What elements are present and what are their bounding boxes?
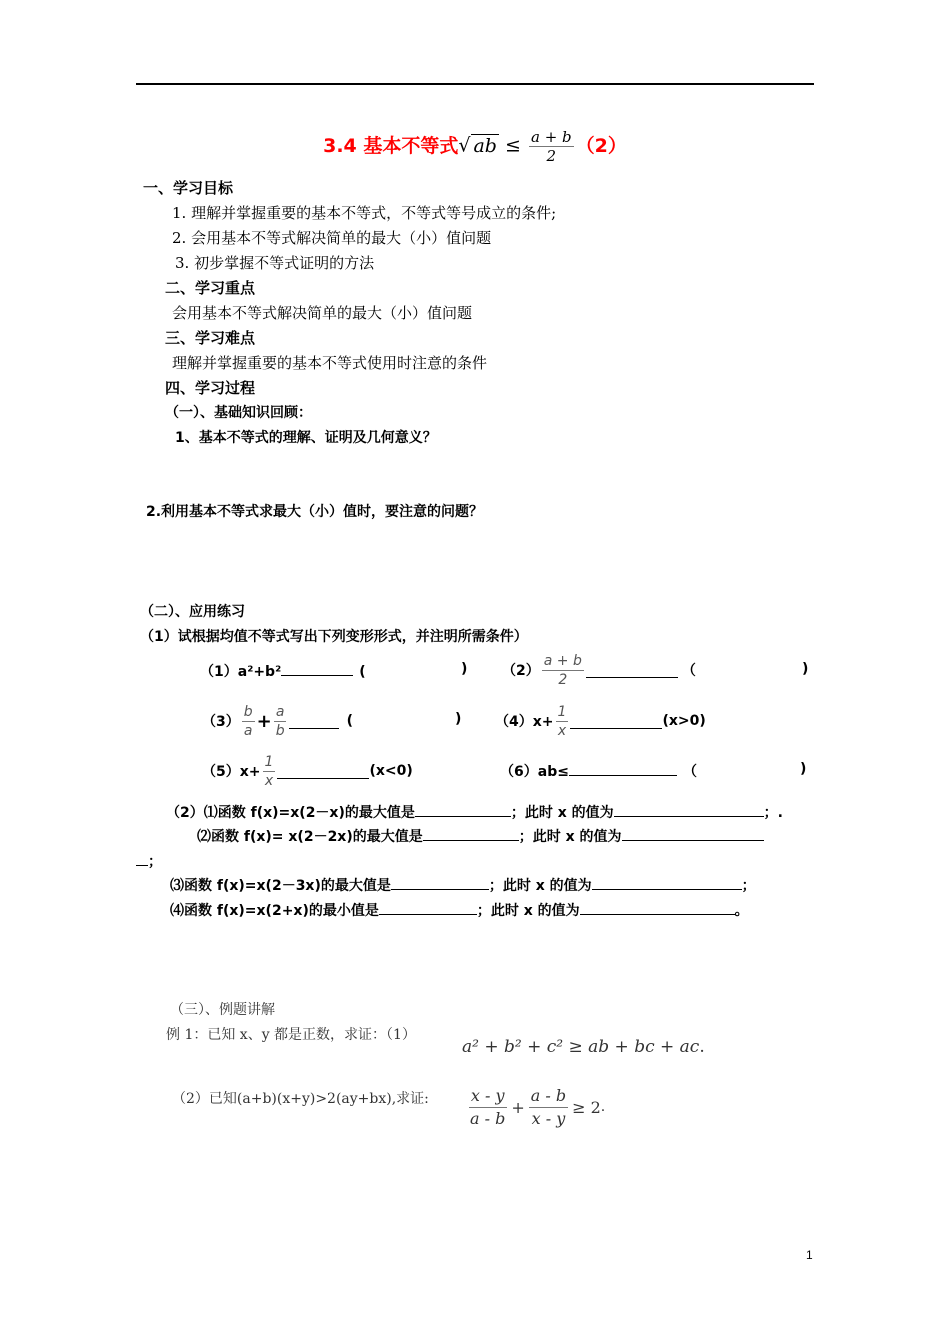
- fq4-text: ⑷函数 f(x)=x(2+x)的最小值是: [170, 903, 379, 919]
- exercise-3-f2-num: a: [275, 703, 285, 720]
- example-2-f1-den: a - b: [470, 1108, 506, 1128]
- exercise-5-answer-blank[interactable]: [277, 764, 369, 779]
- exercise-6-label: （6）ab≤: [500, 764, 569, 780]
- review-question-2: 2.利用基本不等式求最大（小）值时，要注意的问题？: [146, 504, 484, 520]
- title-frac-den: 2: [546, 147, 557, 165]
- exercise-4-frac-den: x: [557, 722, 567, 739]
- fq2-x-blank-continued[interactable]: [136, 851, 148, 866]
- focus-text: 会用基本不等式解决简单的最大（小）值问题: [172, 304, 473, 322]
- exercise-1-open-paren: (: [359, 664, 366, 680]
- example-2-geq: ≥ 2: [572, 1097, 601, 1117]
- example-2-formula: [466, 1083, 605, 1131]
- fq2-max-blank[interactable]: [423, 826, 519, 841]
- example-1-end: .: [699, 1037, 705, 1057]
- example-2-text: （2）已知(a+b)(x+y)>2(ay+bx),求证:: [172, 1091, 429, 1107]
- fq1-max-blank[interactable]: [415, 802, 511, 817]
- fq4-end: 。: [734, 903, 749, 919]
- exercise-5-fraction: [263, 753, 276, 790]
- exercise-5-condition: (x<0): [369, 763, 413, 779]
- goal-item-1: 1. 理解并掌握重要的基本不等式，不等式等号成立的条件;: [172, 204, 557, 222]
- exercise-4-label: （4）x+: [495, 714, 554, 730]
- review-question-1: 1、基本不等式的理解、证明及几何意义？: [175, 430, 437, 446]
- exercise-6-open-paren: （: [682, 764, 697, 780]
- exercise-1-close-paren: ): [461, 661, 468, 677]
- exercise-6: [500, 761, 697, 781]
- page-title: [0, 128, 950, 165]
- fq3-max-blank[interactable]: [391, 875, 489, 890]
- exercise-3-fraction-1: [242, 703, 255, 740]
- exercise-2-open-paren: （: [681, 663, 696, 679]
- fq1-x-blank[interactable]: [614, 802, 764, 817]
- exercise-6-close-paren: ): [800, 761, 807, 777]
- exercise-2-label: （2）: [502, 663, 540, 679]
- fq3-end: ；: [741, 878, 756, 894]
- exercise-5-frac-den: x: [264, 772, 274, 789]
- example-2-f1-num: x - y: [469, 1085, 507, 1108]
- goal-item-2: 2. 会用基本不等式解决简单的最大（小）值问题: [172, 229, 492, 247]
- title-leq: ≤: [505, 134, 521, 157]
- exercise-3-f1-num: b: [243, 703, 253, 720]
- fq4-x-blank[interactable]: [580, 900, 735, 915]
- practice-heading: （二）、应用练习: [140, 604, 245, 620]
- fq4-x-text: ；此时 x 的值为: [476, 903, 580, 919]
- function-question-1: [166, 802, 783, 822]
- exercise-2-frac-den: 2: [558, 671, 568, 688]
- exercise-2-fraction: [542, 652, 584, 689]
- title-suffix: （2）: [575, 135, 627, 157]
- example-1-inequality: a² + b² + c² ≥ ab + bc + ac: [462, 1037, 700, 1057]
- exercise-2-answer-blank[interactable]: [586, 663, 678, 678]
- exercise-4-condition: (x>0): [662, 713, 706, 729]
- title-sqrt-arg: ab: [473, 134, 497, 157]
- exercise-1-label: （1）a²+b²: [200, 664, 282, 680]
- exercise-1: [200, 661, 366, 681]
- example-1-formula: [462, 1037, 705, 1057]
- header-rule: [136, 83, 814, 85]
- title-formula: [458, 128, 575, 165]
- exercise-4-answer-blank[interactable]: [570, 714, 662, 729]
- practice-intro: （1）试根据均值不等式写出下列变形形式，并注明所需条件）: [140, 629, 528, 645]
- goals-heading: 一、学习目标: [143, 179, 234, 197]
- exercise-4: [495, 701, 706, 741]
- title-prefix: 3.4 基本不等式: [323, 135, 459, 157]
- exercise-3-answer-blank[interactable]: [289, 714, 339, 729]
- example-2-plus: +: [511, 1097, 525, 1117]
- example-2-f2-den: x - y: [531, 1108, 566, 1128]
- exercise-3: [202, 701, 353, 741]
- exercise-3-label: （3）: [202, 714, 240, 730]
- function-question-4: [170, 900, 749, 920]
- fq3-x-blank[interactable]: [592, 875, 742, 890]
- example-1-text: 例 1：已知 x、y 都是正数，求证：（1）: [166, 1027, 416, 1043]
- example-2-fraction-2: [529, 1085, 568, 1130]
- exercise-6-answer-blank[interactable]: [569, 761, 677, 776]
- exercise-1-answer-blank[interactable]: [281, 661, 353, 676]
- exercise-5-label: （5）x+: [202, 764, 261, 780]
- page-number: 1: [806, 1248, 813, 1262]
- sqrt-symbol: √: [458, 134, 471, 157]
- exercise-3-plus: +: [256, 710, 272, 732]
- difficulty-text: 理解并掌握重要的基本不等式使用时注意的条件: [172, 354, 488, 372]
- fq4-min-blank[interactable]: [379, 900, 477, 915]
- fq2-x-text: ；此时 x 的值为: [518, 829, 622, 845]
- exercise-3-f2-den: b: [275, 722, 285, 739]
- function-question-2: [197, 826, 764, 846]
- process-heading: 四、学习过程: [165, 379, 256, 397]
- fq2-wrap: [136, 851, 162, 871]
- exercise-4-frac-num: 1: [557, 703, 567, 720]
- exercise-3-open-paren: (: [346, 713, 354, 729]
- title-frac-num: a + b: [531, 128, 572, 146]
- fq2-end: ；: [148, 854, 162, 870]
- examples-heading: （三）、例题讲解: [170, 1002, 275, 1018]
- function-question-3: [170, 875, 756, 895]
- exercise-5-frac-num: 1: [264, 753, 274, 770]
- exercise-3-f1-den: a: [243, 722, 253, 739]
- fq1-end: ；.: [763, 805, 783, 821]
- exercise-3-close-paren: ): [455, 711, 462, 727]
- fq1-text: （2）⑴函数 f(x)=x(2－x)的最大值是: [166, 805, 415, 821]
- exercise-5: [202, 751, 413, 791]
- example-2-f2-num: a - b: [529, 1085, 568, 1108]
- review-heading: （一）、基础知识回顾：: [165, 405, 312, 421]
- example-2-end: .: [600, 1099, 606, 1115]
- focus-heading: 二、学习重点: [165, 279, 256, 297]
- fq1-x-text: ；此时 x 的值为: [510, 805, 614, 821]
- exercise-2-frac-num: a + b: [543, 652, 582, 669]
- difficulty-heading: 三、学习难点: [165, 329, 256, 347]
- fq3-x-text: ；此时 x 的值为: [488, 878, 592, 894]
- fq2-x-blank[interactable]: [622, 826, 764, 841]
- exercise-3-fraction-2: [274, 703, 287, 740]
- goal-item-3: 3. 初步掌握不等式证明的方法: [175, 254, 375, 272]
- example-2-fraction-1: [468, 1085, 507, 1130]
- exercise-4-fraction: [556, 703, 569, 740]
- title-fraction: [529, 128, 574, 165]
- exercise-2-close-paren: ): [802, 661, 809, 677]
- exercise-2: [502, 650, 696, 690]
- fq3-text: ⑶函数 f(x)=x(2－3x)的最大值是: [170, 878, 391, 894]
- fq2-text: ⑵函数 f(x)= x(2－2x)的最大值是: [197, 829, 423, 845]
